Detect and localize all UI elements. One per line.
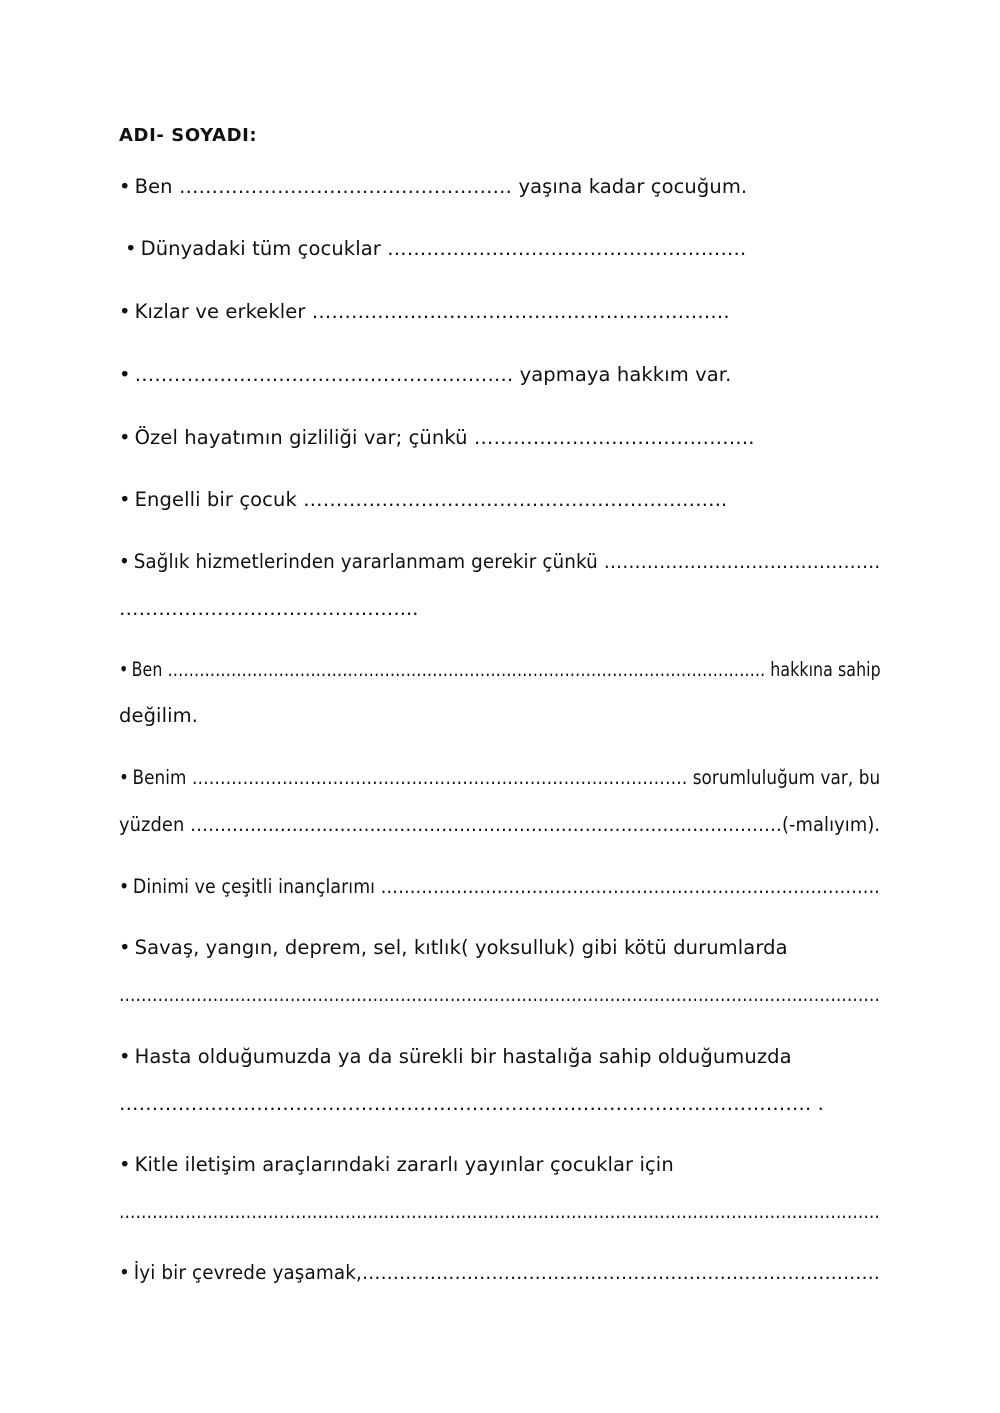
list-item-text: Benim ……………………………………………………………………………. sorumluluğum var, bu [132,766,881,789]
bullet-icon: • [119,175,131,198]
list-item [119,875,880,899]
list-item [119,550,880,574]
bullet-icon: • [119,550,130,573]
list-item [119,488,727,512]
list-item-text: …………………………………………………. yapmaya hakkım var. [134,363,732,386]
list-item [119,766,880,790]
list-item-text: Savaş, yangın, deprem, sel, kıtlık( yoksulluk) gibi kötü durumlarda [134,936,788,959]
bullet-icon: • [119,766,130,789]
bullet-icon: • [119,300,131,323]
list-item-continuation: ……………………………………………………………………………………………. . [119,1092,824,1115]
list-item-text: Engelli bir çocuk ……………………………………………………….. [134,488,728,511]
list-item-text: Dünyadaki tüm çocuklar ………………………………………………. [140,237,747,260]
bullet-icon: • [119,936,131,959]
list-item [125,237,746,261]
list-item [119,363,731,387]
list-item-text: Özel hayatımın gizliliği var; çünkü ……………………………………. [134,426,755,449]
list-item-text: İyi bir çevrede yaşamak,………………………………………………………………………… [133,1261,881,1284]
list-item-text: Kızlar ve erkekler ………………………………………………………. [134,300,730,323]
list-item-text: Ben …………………………………………… yaşına kadar çocuğum. [134,175,748,198]
list-item [119,936,788,960]
list-item-text: Ben ………………………………………………………………………………………………….. hakkına sahip [131,658,881,681]
list-item [119,658,881,682]
list-item-text: Hasta olduğumuzda ya da sürekli bir hastalığa sahip olduğumuzda [134,1045,792,1068]
list-item-text: Dinimi ve çeşitli inançlarımı ………………………………………………………………………….. [132,875,880,898]
bullet-icon: • [119,1153,131,1176]
list-item-continuation: değilim. [119,704,198,727]
bullet-icon: • [119,488,131,511]
list-item-continuation: …………………………………….... [119,597,419,620]
list-item [119,175,747,199]
list-item [119,1045,792,1069]
list-item-continuation: ………………………………………………………………………………………………………………………… [119,983,880,1006]
name-label: ADI- SOYADI: [119,125,258,146]
list-item-continuation: ………………………………………………………………………………………………………………………… [119,1200,880,1223]
bullet-icon: • [119,1045,131,1068]
bullet-icon: • [119,1261,130,1284]
bullet-icon: • [119,363,131,386]
bullet-icon: • [119,658,129,681]
list-item [119,1153,674,1177]
bullet-icon: • [119,426,131,449]
list-item [119,300,730,324]
bullet-icon: • [119,875,130,898]
list-item-text: Sağlık hizmetlerinden yararlanmam gerekir çünkü ……………………………………… [133,550,881,573]
list-item-text: Kitle iletişim araçlarındaki zararlı yayınlar çocuklar için [134,1153,674,1176]
list-item-continuation: yüzden ………………………………………………………………………………………(-malıyım). [119,813,881,836]
list-item [119,1261,880,1285]
list-item [119,426,755,450]
bullet-icon: • [125,237,137,260]
